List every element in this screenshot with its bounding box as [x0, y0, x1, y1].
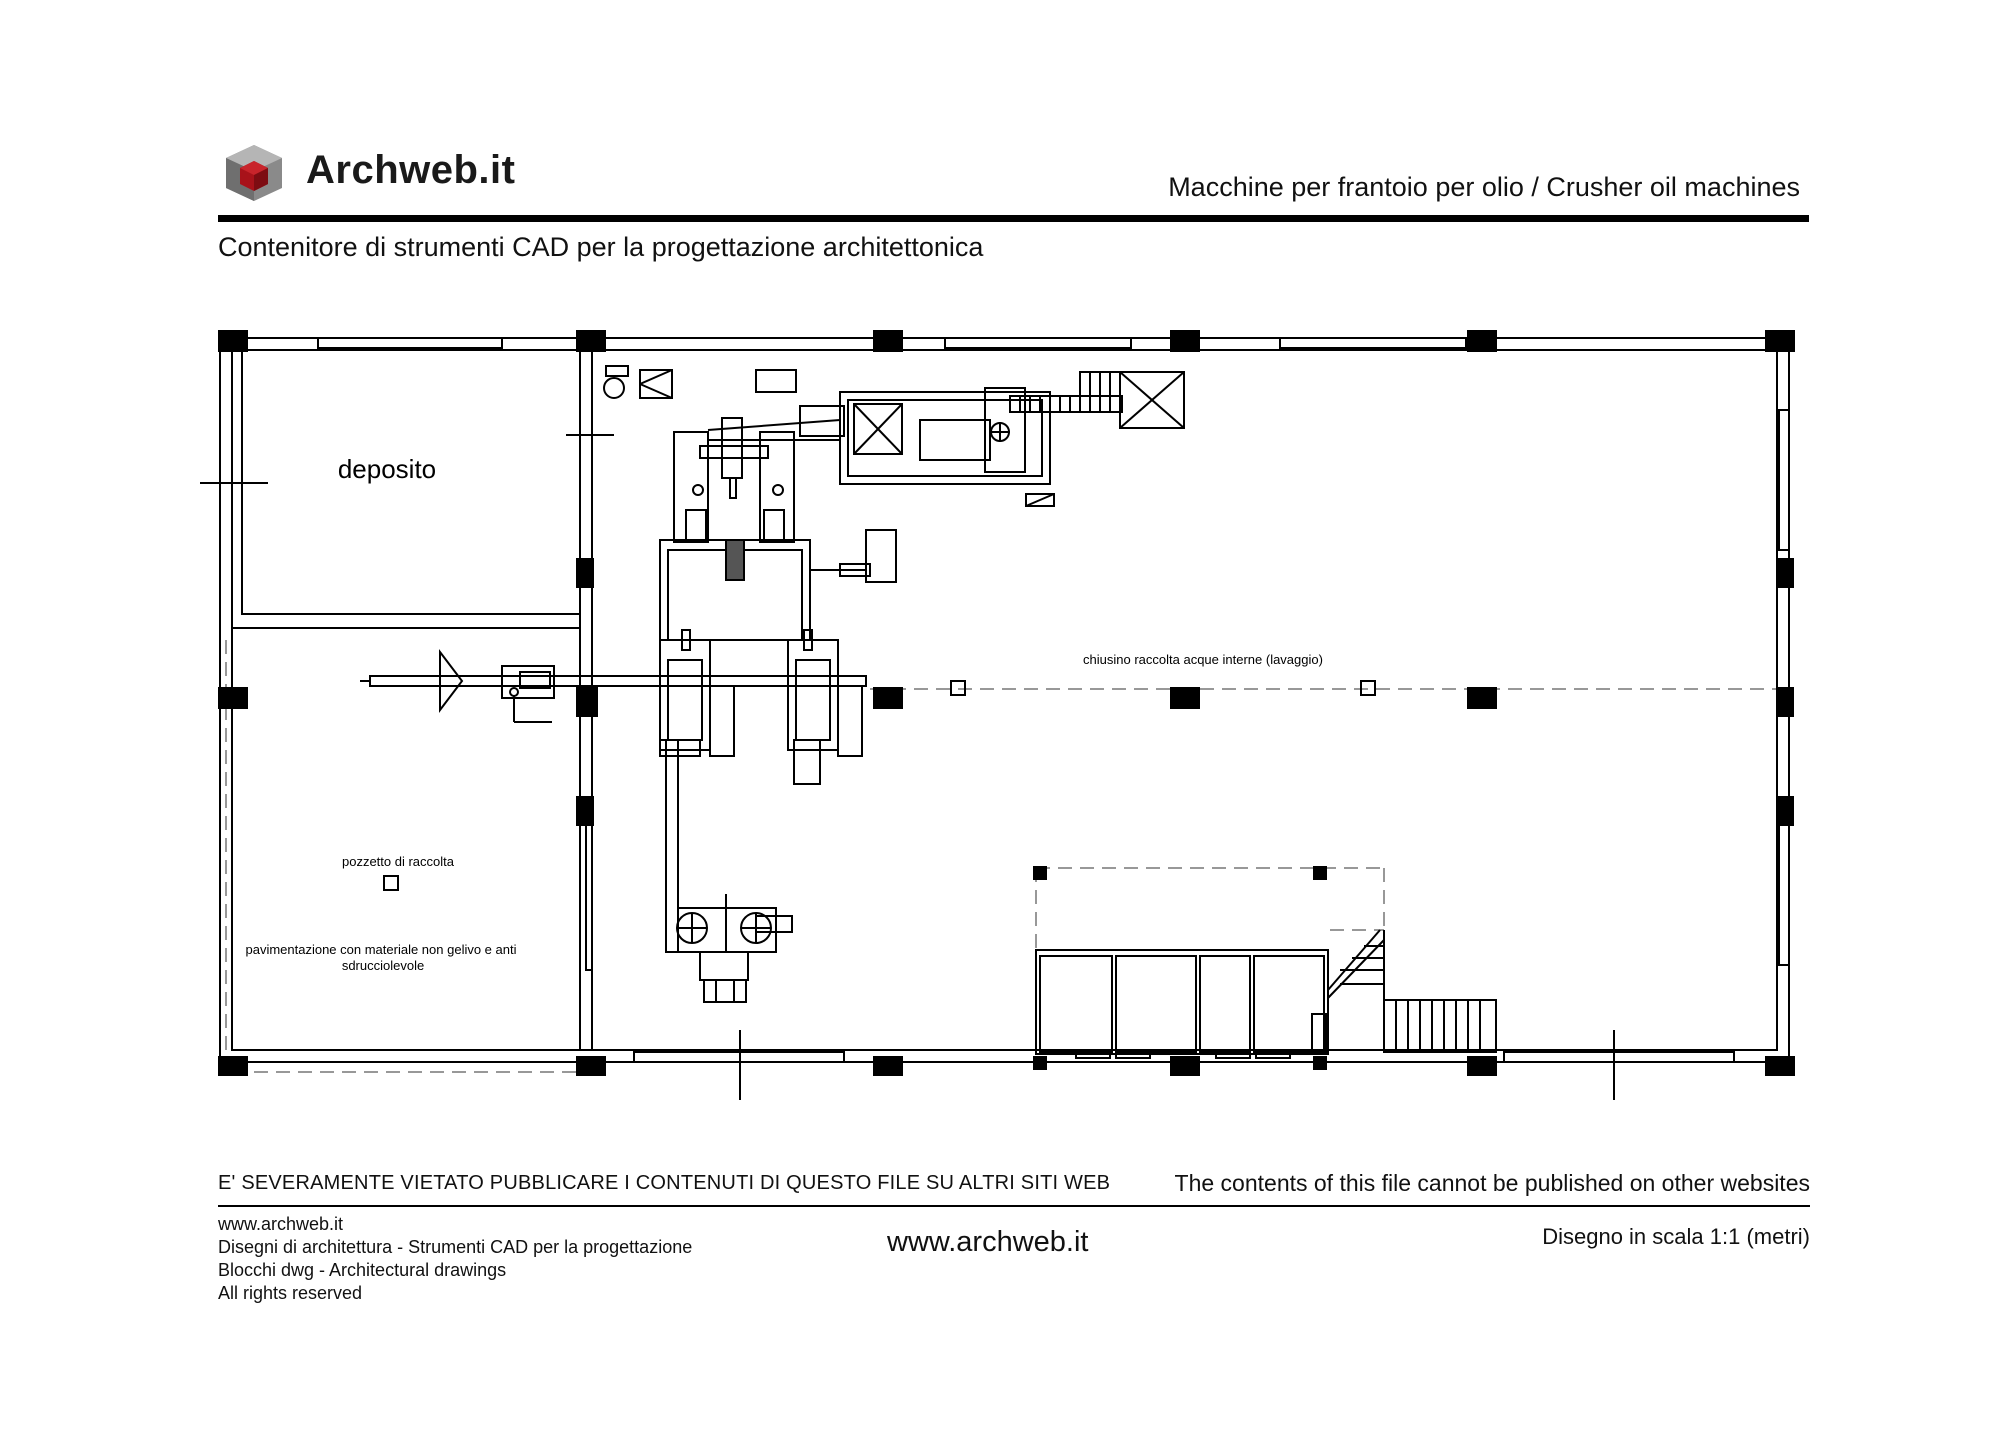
room-label-deposito: deposito: [337, 454, 437, 484]
warning-italian: E' SEVERAMENTE VIETATO PUBBLICARE I CONTENUTI DI QUESTO FILE SU ALTRI SITI WEB: [218, 1172, 1111, 1194]
footer-line-blocks: Blocchi dwg - Architectural drawings: [218, 1260, 507, 1280]
logo-text[interactable]: Archweb.it: [306, 148, 516, 192]
footer-line-cad: Disegni di architettura - Strumenti CAD per la progettazione: [218, 1237, 693, 1257]
drawing-title: Macchine per frantoio per olio / Crusher oil machines: [1168, 172, 1800, 202]
footer-info: [218, 1213, 692, 1305]
footer-site-center[interactable]: www.archweb.it: [887, 1226, 1089, 1258]
warning-english: The contents of this file cannot be published on other websites: [1174, 1170, 1810, 1196]
label-floor-line1: pavimentazione con materiale non gelivo e anti: [245, 942, 517, 957]
footer-site-link[interactable]: www.archweb.it: [218, 1214, 344, 1234]
label-drain-wash: chiusino raccolta acque interne (lavaggio): [1083, 652, 1323, 667]
footer-line-rights: All rights reserved: [218, 1283, 363, 1303]
footer-rule: [218, 1205, 1810, 1207]
label-sump: pozzetto di raccolta: [341, 854, 455, 869]
label-floor-line2: sdrucciolevole: [341, 958, 425, 973]
drawing-subtitle: Contenitore di strumenti CAD per la progettazione architettonica: [218, 232, 984, 262]
drawing-scale: Disegno in scala 1:1 (metri): [1542, 1224, 1810, 1249]
